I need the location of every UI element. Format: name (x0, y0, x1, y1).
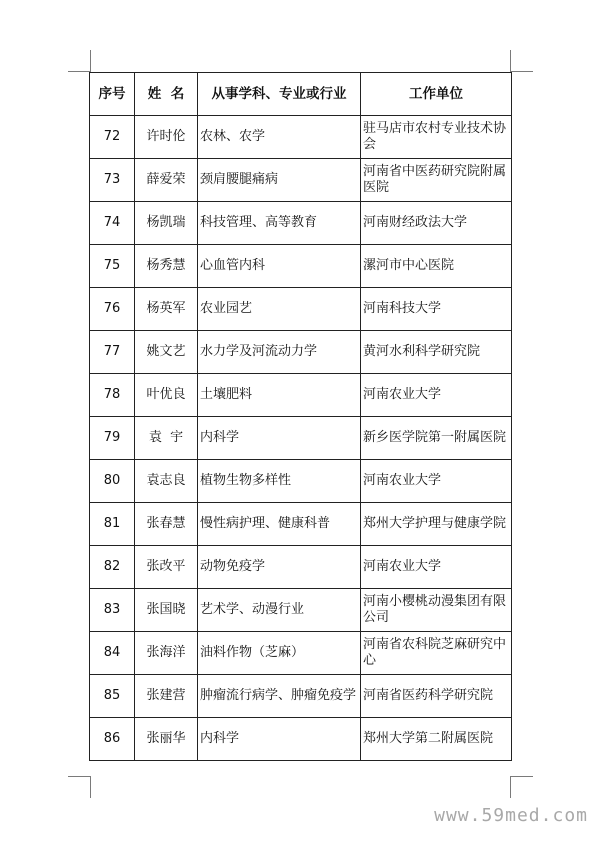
cell-name: 张海洋 (135, 632, 198, 675)
cell-unit: 河南省中医药研究院附属医院 (361, 159, 512, 202)
cell-unit: 郑州大学第二附属医院 (361, 718, 512, 761)
table-header-row (90, 73, 512, 116)
cell-unit: 驻马店市农村专业技术协会 (361, 116, 512, 159)
cell-unit: 河南财经政法大学 (361, 202, 512, 245)
cell-unit: 黄河水利科学研究院 (361, 331, 512, 374)
cell-field: 动物免疫学 (198, 546, 361, 589)
cell-field: 内科学 (198, 718, 361, 761)
cell-number: 75 (90, 245, 135, 288)
cell-number: 84 (90, 632, 135, 675)
cell-field: 农林、农学 (198, 116, 361, 159)
cell-number: 80 (90, 460, 135, 503)
cell-number: 83 (90, 589, 135, 632)
cell-name: 张春慧 (135, 503, 198, 546)
cell-number: 77 (90, 331, 135, 374)
roster-table (89, 72, 512, 761)
crop-mark (90, 50, 91, 72)
table-row (90, 288, 512, 331)
cell-unit: 漯河市中心医院 (361, 245, 512, 288)
table-row (90, 245, 512, 288)
cell-number: 78 (90, 374, 135, 417)
header-number: 序号 (90, 73, 135, 116)
cell-field: 科技管理、高等教育 (198, 202, 361, 245)
header-name: 姓 名 (135, 73, 198, 116)
table-row (90, 675, 512, 718)
cell-field: 水力学及河流动力学 (198, 331, 361, 374)
table-row (90, 632, 512, 675)
table-row (90, 460, 512, 503)
cell-number: 76 (90, 288, 135, 331)
cell-field: 颈肩腰腿痛病 (198, 159, 361, 202)
cell-field: 农业园艺 (198, 288, 361, 331)
cell-number: 81 (90, 503, 135, 546)
cell-unit: 河南农业大学 (361, 460, 512, 503)
crop-mark (510, 50, 511, 72)
cell-unit: 河南科技大学 (361, 288, 512, 331)
header-unit: 工作单位 (361, 73, 512, 116)
table-body (90, 116, 512, 761)
cell-unit: 河南农业大学 (361, 374, 512, 417)
cell-name: 薛爱荣 (135, 159, 198, 202)
cell-name: 袁 宇 (135, 417, 198, 460)
cell-number: 74 (90, 202, 135, 245)
table-row (90, 331, 512, 374)
table-row (90, 417, 512, 460)
crop-mark (510, 776, 511, 798)
crop-mark (68, 776, 90, 777)
table-row (90, 718, 512, 761)
crop-mark (511, 776, 533, 777)
cell-field: 油料作物（芝麻） (198, 632, 361, 675)
cell-name: 叶优良 (135, 374, 198, 417)
cell-number: 73 (90, 159, 135, 202)
watermark: www.59med.com (434, 805, 588, 826)
cell-field: 内科学 (198, 417, 361, 460)
table-row (90, 116, 512, 159)
cell-unit: 新乡医学院第一附属医院 (361, 417, 512, 460)
cell-field: 心血管内科 (198, 245, 361, 288)
cell-field: 慢性病护理、健康科普 (198, 503, 361, 546)
cell-name: 张建营 (135, 675, 198, 718)
cell-unit: 郑州大学护理与健康学院 (361, 503, 512, 546)
table-row (90, 503, 512, 546)
cell-name: 杨秀慧 (135, 245, 198, 288)
cell-field: 植物生物多样性 (198, 460, 361, 503)
table-row (90, 159, 512, 202)
cell-field: 肿瘤流行病学、肿瘤免疫学 (198, 675, 361, 718)
crop-mark (511, 71, 533, 72)
cell-unit: 河南小樱桃动漫集团有限公司 (361, 589, 512, 632)
cell-name: 张改平 (135, 546, 198, 589)
cell-name: 张丽华 (135, 718, 198, 761)
cell-number: 79 (90, 417, 135, 460)
cell-name: 袁志良 (135, 460, 198, 503)
cell-name: 姚文艺 (135, 331, 198, 374)
cell-name: 张国晓 (135, 589, 198, 632)
cell-field: 土壤肥料 (198, 374, 361, 417)
cell-number: 72 (90, 116, 135, 159)
crop-mark (90, 776, 91, 798)
crop-mark (68, 71, 90, 72)
cell-number: 86 (90, 718, 135, 761)
cell-field: 艺术学、动漫行业 (198, 589, 361, 632)
cell-name: 杨凯瑞 (135, 202, 198, 245)
cell-unit: 河南省农科院芝麻研究中心 (361, 632, 512, 675)
cell-unit: 河南省医药科学研究院 (361, 675, 512, 718)
header-field: 从事学科、专业或行业 (198, 73, 361, 116)
table-row (90, 374, 512, 417)
cell-number: 85 (90, 675, 135, 718)
cell-unit: 河南农业大学 (361, 546, 512, 589)
cell-name: 许时伦 (135, 116, 198, 159)
cell-number: 82 (90, 546, 135, 589)
table-row (90, 202, 512, 245)
cell-name: 杨英军 (135, 288, 198, 331)
table-row (90, 546, 512, 589)
table-row (90, 589, 512, 632)
